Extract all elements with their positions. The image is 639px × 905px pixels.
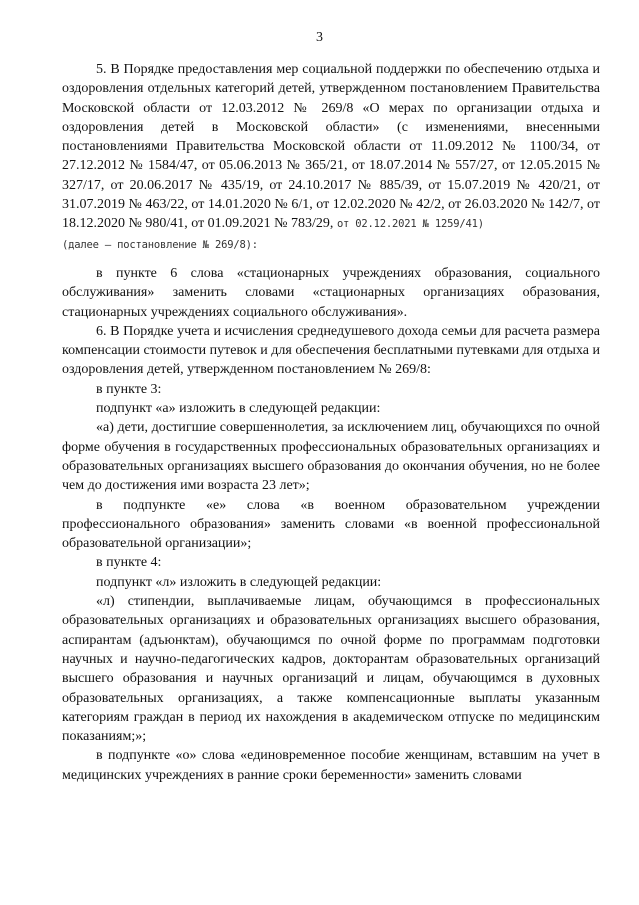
typed-amendment-insert: от 02.12.2021 № 1259/41) bbox=[336, 218, 484, 231]
paragraph-6-subpoint-a-text: «а) дети, достигшие совершеннолетия, за исключением лиц, обучающихся по очной форме обучения в государственных профессиональных образовательных организациях и образовательных организациях высшего образования до окончания обучения, но не более чем до достижения ими возраста 23 лет»; bbox=[62, 420, 600, 494]
paragraph-6-subpoint-l-text: «л) стипендии, выплачиваемые лицам, обучающимся в профессиональных образовательных организациях и образовательных организациях высшего образования, аспирантам (адъюнктам), обучающимся по очной форме по программам подготовки научных и научно-педагогических кадров, докторантам образовательных организаций высшего образования и научных организаций и лицам, обучающимся в духовных образовательных организациях, а также компенсационные выплаты указанным категориям граждан в период их нахождения в академическом отпуске по медицинским показаниям;»; bbox=[62, 594, 600, 745]
paragraph-6-subpoint-e: в подпункте «е» слова «в военном образовательном учреждении профессионального образования» заменить словами «в военной профессиональной образовательной организации»; bbox=[62, 497, 600, 552]
paragraph-6-subpoint-l-intro: подпункт «л» изложить в следующей редакции: bbox=[96, 574, 382, 590]
typed-amendment-tail: (далее – постановление № 269/8): bbox=[62, 238, 258, 251]
paragraph-5 bbox=[62, 60, 600, 255]
paragraph-6-subpoint-o: в подпункте «о» слова «единовременное пособие женщинам, вставшим на учет в медицинских учреждениях в ранние сроки беременности» заменить словами bbox=[62, 748, 600, 783]
paragraph-5-text: 5. В Порядке предоставления мер социальной поддержки по обеспечению отдыха и оздоровления отдельных категорий детей, утвержденном постановлением Правительства Московской области от 12.03.2012 № 269/8 «О мерах по организации отдыха и оздоровления детей в Московской области» (с изменениями, внесенными постановлениями Правительства Московской области от 11.09.2012 № 1100/34, от 27.12.2012 № 1584/47, от 05.06.2013 № 365/21, от 18.07.2014 № 557/27, от 12.05.2015 № 327/17, от 20.06.2017 № 435/19, от 24.10.2017 № 885/39, от 15.07.2019 № 420/21, от 31.07.2019 № 463/22, от 14.01.2020 № 6/1, от 12.02.2020 № 42/2, от 26.03.2020 № 142/7, от 18.12.2020 № 980/41, от 01.09.2021 № 783/29, bbox=[62, 62, 600, 232]
paragraph-6-point-4: в пункте 4: bbox=[96, 555, 162, 571]
paragraph-6-point-3: в пункте 3: bbox=[96, 381, 162, 397]
paragraph-5-item-6: в пункте 6 слова «стационарных учреждениях образования, социального обслуживания» заменить словами «стационарных организациях образования, стационарных учреждениях социального обслуживания». bbox=[62, 265, 600, 320]
document-body bbox=[62, 60, 600, 785]
paragraph-6: 6. В Порядке учета и исчисления среднедушевого дохода семьи для расчета размера компенсации стоимости путевок и для обеспечения бесплатными путевками для отдыха и оздоровления детей, утвержденном постановлением № 269/8: bbox=[62, 323, 600, 378]
page-number: 3 bbox=[316, 30, 323, 45]
paragraph-6-subpoint-a-intro: подпункт «а» изложить в следующей редакции: bbox=[96, 401, 381, 417]
